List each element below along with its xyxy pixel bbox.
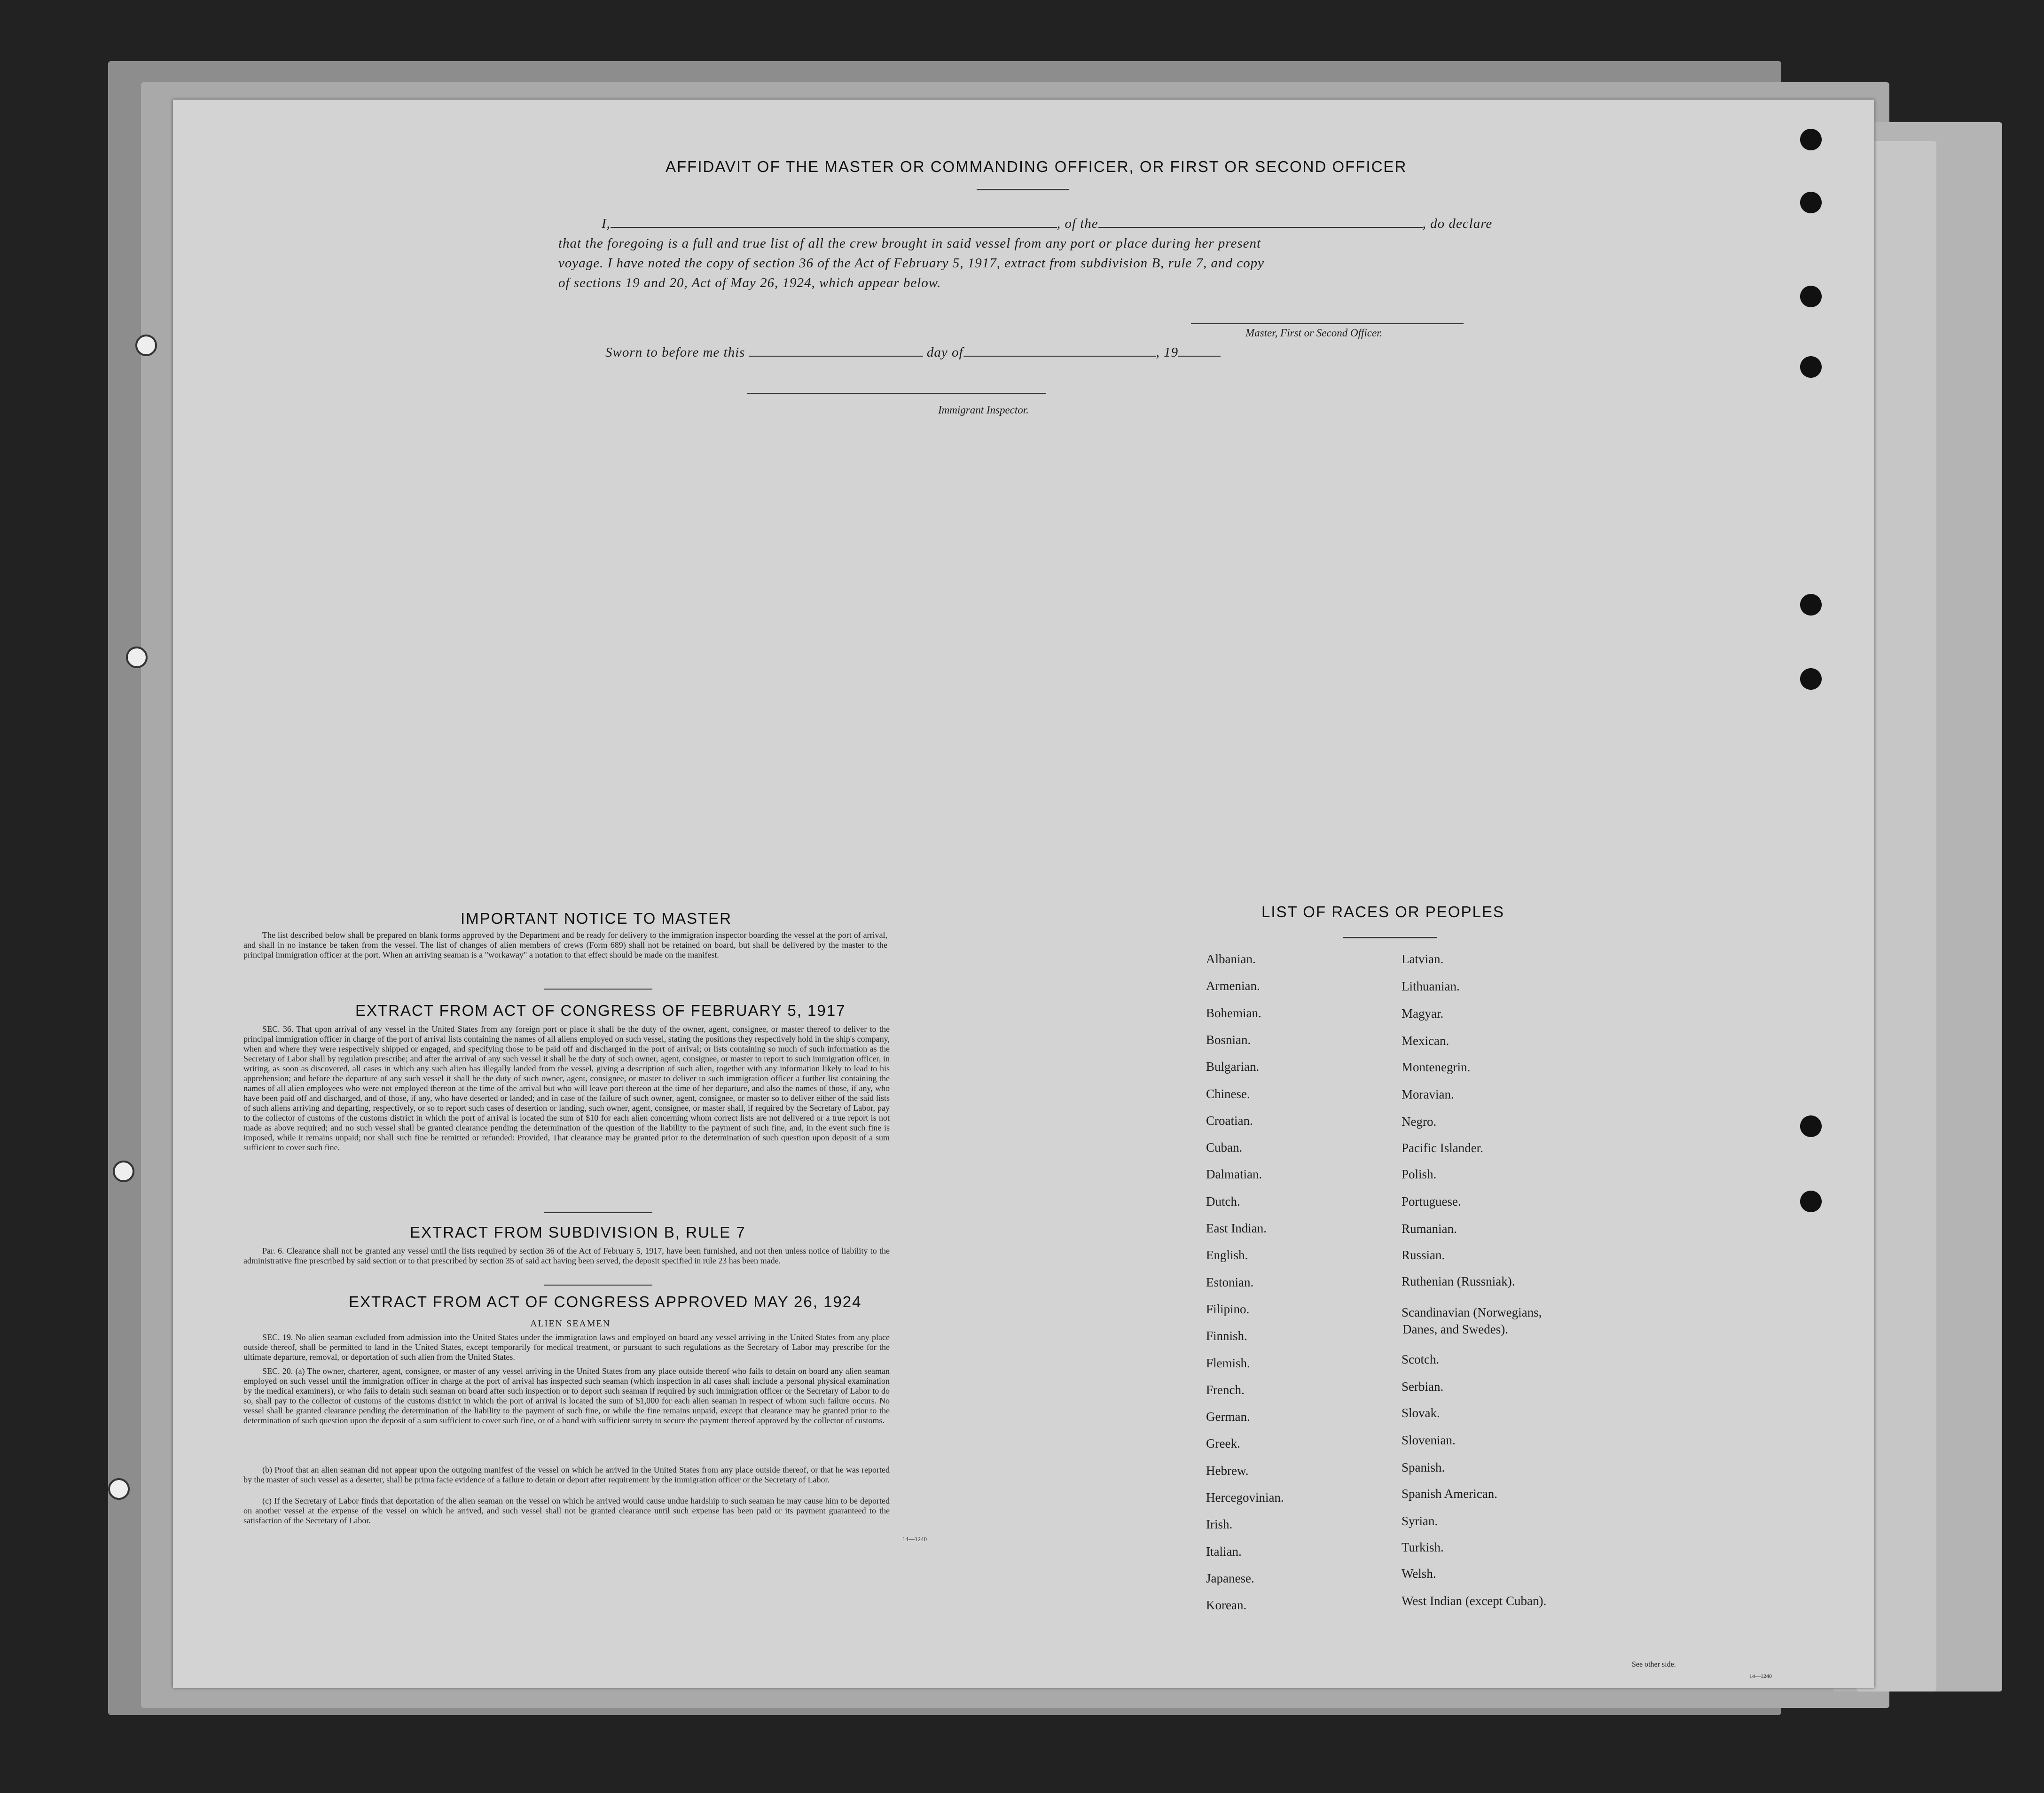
race-item: Latvian. <box>1402 952 1444 966</box>
race-item: Hebrew. <box>1206 1463 1249 1478</box>
sworn-year-blank <box>1178 356 1221 357</box>
punch-hole <box>1800 594 1822 616</box>
affidavit-line-3: voyage. I have noted the copy of section 36 of the Act of February 5, 1917, extract from subdivision B, rule 7, and copy <box>558 256 1265 271</box>
extract-1917-text: SEC. 36. That upon arrival of any vessel in the United States from any foreign port or place it shall be the duty of the owner, agent, consignee, or master thereof to deliver to the principal immigration officer in charge of the port of arrival lists containing the names of all aliens employed on such vessel, stating the positions they respectively hold in the ship's company, when and where they were respectively shipped or engaged, and specifying those to be paid off and discharged in the port of arrival; or lists containing so much of such information as the Secretary of Labor shall by regulation prescribe; and after the arrival of any such vessel it shall be the duty of such owner, agent, consignee, or master to report to such immigration officer, in writing, as soon as discovered, all cases in which any such alien has illegally landed from the vessel, giving a description of such alien, together with any information likely to lead to his apprehension; and before the departure of any such vessel it shall be the duty of such owner, agent, consignee, or master to deliver to such immigration officer a further list containing the names of all alien employees who were not employed thereon at the time of the arrival but who will leave port thereon at the time of her departure, and also the names of those, if any, who have been paid off and discharged, and of those, if any, who have deserted or landed; and in case of the failure of such owner, agent, consignee, or master so to deliver either of the said lists of such aliens arriving and departing, respectively, or so to report such cases of desertion or landing, such owner, agent, consignee, or master shall, if required by the Secretary of Labor, pay to the collector of customs of the customs district in which the port of arrival is located the sum of $10 for each alien concerning whom correct lists are not delivered or a true report is not made as above required; and no such vessel shall be granted clearance pending the determination of the question of the liability to the payment of such fine, and, in the event such fine is imposed, while it remains unpaid; nor shall such fine be remitted or refunded: Provided, That clearance may be granted prior to the determination of such question upon deposit of a sum sufficient to cover such fine. <box>243 1024 890 1152</box>
race-item: Armenian. <box>1206 979 1260 993</box>
race-item: Polish. <box>1402 1167 1437 1181</box>
form-number: 14—1240 <box>902 1536 927 1543</box>
divider <box>544 1212 652 1213</box>
race-item: Negro. <box>1402 1115 1437 1129</box>
affidavit-line-4: of sections 19 and 20, Act of May 26, 1924, which appear below. <box>558 275 941 290</box>
race-item: Spanish. <box>1402 1460 1445 1474</box>
race-item: French. <box>1206 1382 1245 1397</box>
binder-hole <box>126 647 148 668</box>
race-item: Scandinavian (Norwegians, <box>1402 1305 1542 1319</box>
race-item: Mexican. <box>1402 1034 1449 1048</box>
rule7-text: Par. 6. Clearance shall not be granted any vessel until the lists required by section 36 of the Act of February 5, 1917, have been furnished, and not then unless notice of liability to the administrative fine prescribed by said section or to that prescribed by section 35 of said act having been served, the deposit specified in rule 23 has been made. <box>243 1246 890 1265</box>
race-item: Irish. <box>1206 1517 1233 1532</box>
race-item: Albanian. <box>1206 952 1256 966</box>
race-item: Greek. <box>1206 1436 1240 1451</box>
form-page <box>173 100 1874 1688</box>
race-item: English. <box>1206 1248 1248 1263</box>
sec20a-text: SEC. 20. (a) The owner, charterer, agent, consignee, or master of any vessel arriving in the United States from any place outside thereof who fails to detain on board any alien seaman employed on such vessel until the immigration officer in charge at the port of arrival has inspected such seaman (which inspection in all cases shall include a personal physical examination by the medical examiners), or who fails to detain such seaman on board after such inspection or to deport such seaman if required by such immigration officer or the Secretary of Labor to do so, shall pay to the collector of customs of the customs district in which the port of arrival is located the sum of $1,000 for each alien seaman in respect of whom such failure occurs. No vessel shall be granted clearance pending the determination of the liability to the payment of such fine, or while the fine remains unpaid, except that clearance may be granted prior to the determination of such question upon the deposit of a sum sufficient to cover such fine, or of a bond with sufficient surety to secure the payment thereof approved by the collector of customs. <box>243 1366 890 1425</box>
races-title: LIST OF RACES OR PEOPLES <box>1261 903 1504 920</box>
race-item: Finnish. <box>1206 1329 1247 1343</box>
inspector-signature-line <box>747 393 1046 394</box>
sworn-day-blank <box>749 356 923 357</box>
punch-hole <box>1800 668 1822 690</box>
race-item: Turkish. <box>1402 1540 1444 1554</box>
race-item: Welsh. <box>1402 1567 1436 1581</box>
affidavit-i: I, <box>602 216 611 231</box>
binder-hole <box>135 335 157 356</box>
race-item: Montenegrin. <box>1402 1060 1471 1074</box>
day-of-text: day of <box>926 345 963 360</box>
race-item: Italian. <box>1206 1544 1242 1559</box>
race-item: Serbian. <box>1402 1380 1444 1394</box>
sworn-month-blank <box>963 356 1156 357</box>
affidavit-line-2: that the foregoing is a full and true list of all the crew brought in said vessel from any port or place during her present <box>558 236 1261 251</box>
punch-hole <box>1800 1191 1822 1212</box>
race-item: Syrian. <box>1402 1514 1438 1528</box>
race-item: Japanese. <box>1206 1571 1254 1585</box>
race-item: Pacific Islander. <box>1402 1141 1483 1155</box>
race-item: Cuban. <box>1206 1140 1243 1155</box>
race-item: Scotch. <box>1402 1352 1440 1366</box>
race-item: Flemish. <box>1206 1356 1250 1370</box>
race-item: West Indian (except Cuban). <box>1402 1594 1547 1608</box>
race-item: Bohemian. <box>1206 1006 1261 1020</box>
punch-hole <box>1800 356 1822 378</box>
race-item: Moravian. <box>1402 1087 1454 1101</box>
punch-hole <box>1800 192 1822 213</box>
affidavit-of-the: , of the <box>1057 216 1098 231</box>
inspector-label: Immigrant Inspector. <box>938 404 1029 416</box>
race-item: German. <box>1206 1410 1250 1424</box>
race-item: Korean. <box>1206 1598 1247 1613</box>
race-item: Slovenian. <box>1402 1433 1456 1447</box>
see-other-side: See other side. <box>1632 1660 1676 1668</box>
year-text: , 19 <box>1156 345 1179 360</box>
race-item: Filipino. <box>1206 1302 1250 1316</box>
rule7-title: EXTRACT FROM SUBDIVISION B, RULE 7 <box>410 1224 746 1241</box>
extract-1917-title: EXTRACT FROM ACT OF CONGRESS OF FEBRUARY 5, 1917 <box>355 1002 846 1019</box>
race-item: Lithuanian. <box>1402 979 1460 993</box>
notice-title: IMPORTANT NOTICE TO MASTER <box>461 910 732 927</box>
race-item: Dutch. <box>1206 1194 1240 1208</box>
name-blank <box>611 227 1057 228</box>
binder-hole <box>113 1161 134 1182</box>
race-item: Bosnian. <box>1206 1032 1251 1047</box>
affidavit-declare: , do declare <box>1422 216 1493 231</box>
divider <box>544 1285 652 1286</box>
race-item: Danes, and Swedes). <box>1402 1322 1508 1336</box>
sec20c-text: (c) If the Secretary of Labor finds that deportation of the alien seaman on the vessel on which he arrived would cause undue hardship to such seaman he may cause him to be deported on another vessel at the expense of the vessel on which he arrived, and such vessel shall not be granted clearance until such expense has been paid or its payment guaranteed to the satisfaction of the Secretary of Labor. <box>243 1496 890 1525</box>
race-item: East Indian. <box>1206 1221 1267 1235</box>
race-item: Rumanian. <box>1402 1222 1457 1236</box>
punch-hole <box>1800 1115 1822 1137</box>
extract-1924-title: EXTRACT FROM ACT OF CONGRESS APPROVED MAY 26, 1924 <box>349 1293 862 1310</box>
signature-line <box>1191 323 1464 324</box>
vessel-blank <box>1098 227 1423 228</box>
race-item: Slovak. <box>1402 1406 1440 1420</box>
divider <box>544 989 652 990</box>
punch-hole <box>1800 129 1822 150</box>
under-form-number: 14—1240 <box>1749 1673 1772 1679</box>
race-item: Portuguese. <box>1402 1194 1461 1208</box>
race-item: Hercegovinian. <box>1206 1490 1284 1505</box>
binder-hole <box>108 1478 130 1500</box>
divider <box>1343 937 1437 938</box>
race-item: Magyar. <box>1402 1006 1444 1021</box>
notice-text: The list described below shall be prepared on blank forms approved by the Department and be ready for delivery to the immigration inspector boarding the vessel at the port of arrival, and shall in no instance be taken from the vessel. The list of changes of alien members of crews (Form 689) shall not be retained on board, but shall be delivered by the master to the principal immigration officer at the port. When an arriving seaman is a "workaway" a notation to that effect should be made on the manifest. <box>243 930 887 959</box>
sworn-text: Sworn to before me this <box>605 345 745 360</box>
divider <box>977 189 1069 190</box>
master-label: Master, First or Second Officer. <box>1245 327 1383 339</box>
sec20b-text: (b) Proof that an alien seaman did not appear upon the outgoing manifest of the vessel on which he arrived in the United States from any place outside thereof, or that he was reported by the master of such vessel as a deserter, shall be prima facie evidence of a failure to detain or deport after requirement by the immigration officer or the Secretary of Labor. <box>243 1465 890 1484</box>
race-item: Russian. <box>1402 1248 1445 1262</box>
race-item: Croatian. <box>1206 1113 1253 1128</box>
affidavit-title: AFFIDAVIT OF THE MASTER OR COMMANDING OFFICER, OR FIRST OR SECOND OFFICER <box>666 158 1407 175</box>
affidavit-line-1 <box>602 216 1492 232</box>
race-item: Bulgarian. <box>1206 1060 1260 1074</box>
alien-seamen-subtitle: ALIEN SEAMEN <box>530 1318 611 1329</box>
punch-hole <box>1800 286 1822 307</box>
race-item: Chinese. <box>1206 1086 1250 1101</box>
race-item: Ruthenian (Russniak). <box>1402 1274 1515 1288</box>
race-item: Spanish American. <box>1402 1487 1497 1501</box>
sworn-line <box>605 345 1221 360</box>
race-item: Dalmatian. <box>1206 1167 1262 1182</box>
race-item: Estonian. <box>1206 1275 1254 1289</box>
sec19-text: SEC. 19. No alien seaman excluded from admission into the United States under the immigration laws and employed on board any vessel arriving in the United States from any place outside thereof, shall be permitted to land in the United States, except temporarily for medical treatment, or pursuant to such regulations as the Secretary of Labor may prescribe for the ultimate departure, removal, or deportation of such alien from the United States. <box>243 1333 890 1362</box>
